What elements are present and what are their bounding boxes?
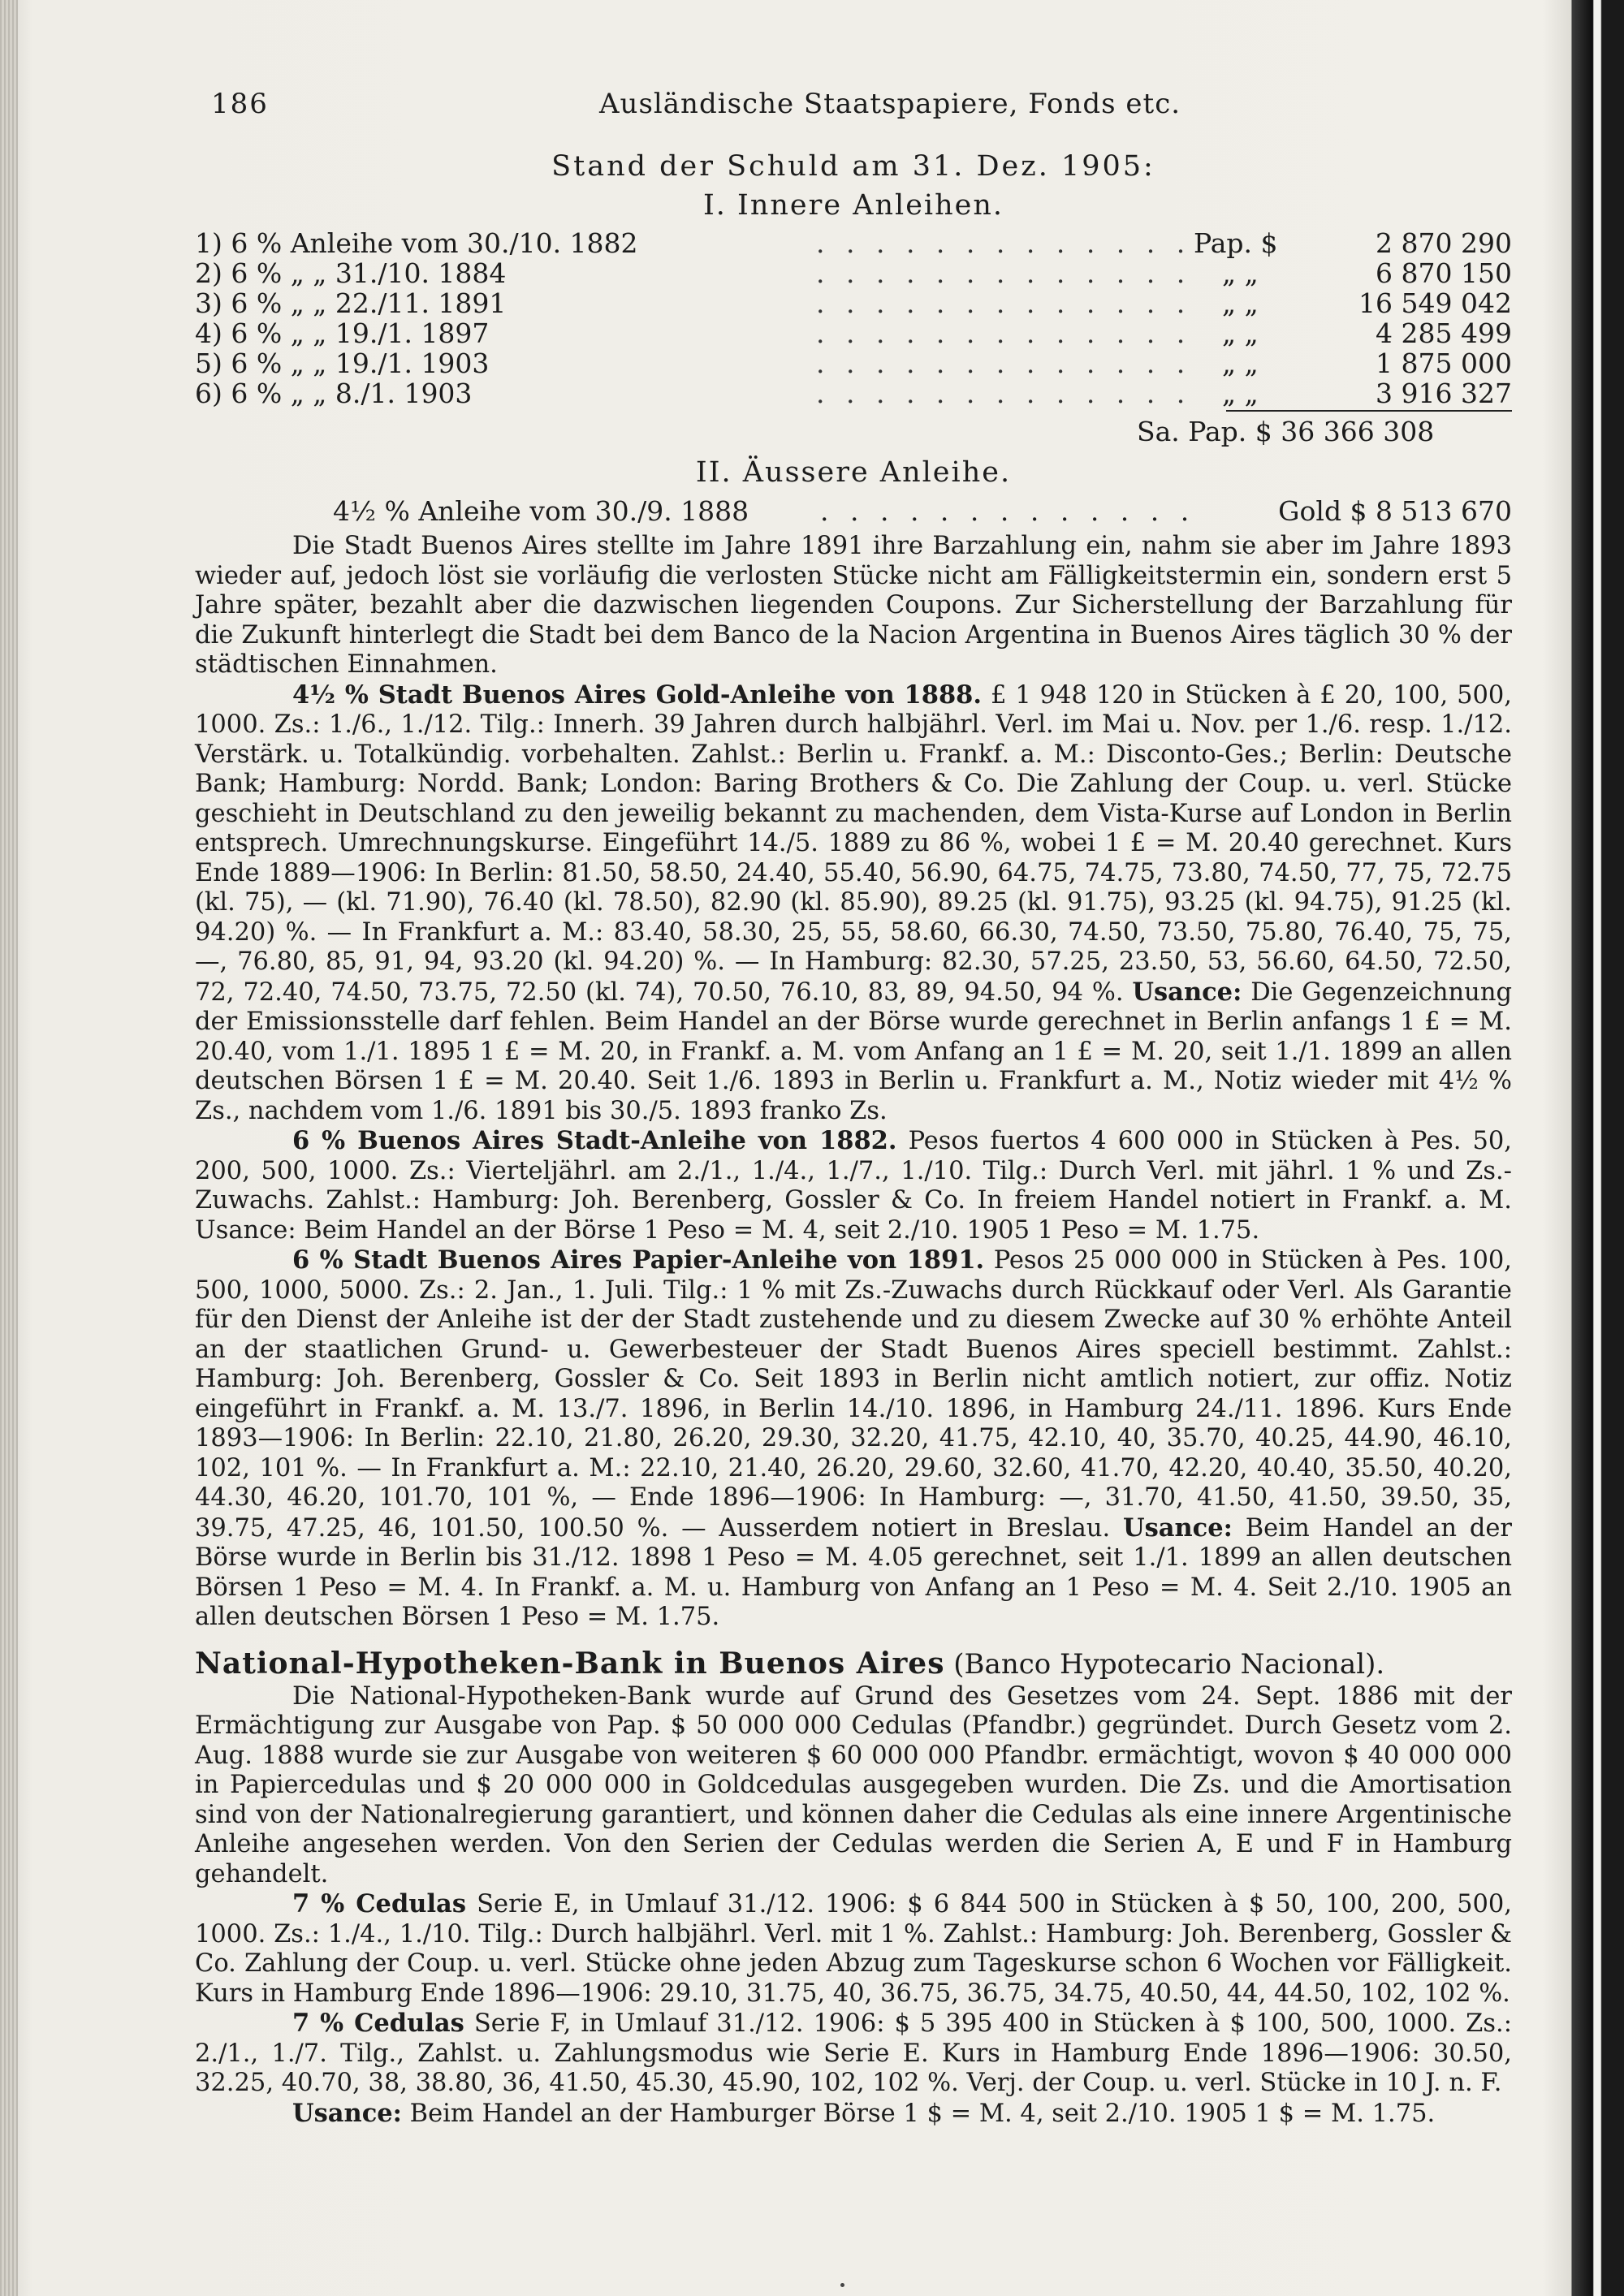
book-spine-edge [1572,0,1624,2296]
debt-row-currency: „ „ [1222,287,1259,319]
debt-row [195,287,1512,318]
loan-1882-heading: 6 % Buenos Aires Stadt-Anleihe von 1882. [292,1126,897,1155]
inner-loans-heading: I. Innere Anleihen. [702,189,1004,222]
serie-e-text: Serie E, in Umlauf 31./12. 1906: $ 6 844 500 in Stücken à $ 50, 100, 200, 500, 1000. Zs.: 1./4., 1./10. Tilg.: Durch halbjährl. Verl. mit 1 %. Zahlst.: Hamburg: Joh. Berenberg, Gossler & Co. Zahlung der Coup. u. verl. Stücke ohne jeden Abzug zum Tageskurse schon 6 Wochen vor Fälligkeit. Kurs in Hamburg Ende 1896—1906: 29.10, 31.75, 40, 36.75, 36.75, 34.75, 40.50, 44, 44.50, 102, 102 %. [195,1890,1512,2008]
serie-e-paragraph [195,1889,1512,2009]
debt-row-label: 6) 6 % „ „ 8./1. 1903 [195,378,473,409]
leader-dots: . . . . . . . . . . . . . [816,317,1192,349]
debt-row [195,347,1512,378]
intro-paragraph: Die Stadt Buenos Aires stellte im Jahre 1891 ihre Barzahlung ein, nahm sie aber im Jahre 1893 wieder auf, jedoch löst sie vorläufig die verlosten Stücke nicht am Fälligkeitstermin ein, sondern erst 5 Jahre später, bezahlt aber die dazwischen liegenden Coupons. Zur Sicherstellung der Barzahlung für die Zukunft hinterlegt die Stadt bei dem Banco de la Nacion Argentina in Buenos Aires täglich 30 % der städtischen Einnahmen. [195,532,1512,679]
debt-row-currency: „ „ [1222,257,1259,289]
serie-f-text: Serie F, in Umlauf 31./12. 1906: $ 5 395 400 in Stücken à $ 100, 500, 1000. Zs.: 2./1., 1./7. Tilg., Zahlst. u. Zahlungsmodus wie Serie E. Kurs in Hamburg Ende 1896—1906: 30.50, 32.25, 40.70, 38, 38.80, 36, 41.50, 45.30, 45.90, 102, 102 %. Verj. der Coup. u. verl. Stücke in 10 J. n. F. [195,2009,1512,2097]
debt-row-label: 1) 6 % Anleihe vom 30./10. 1882 [195,227,638,259]
loan-1891-text: Pesos 25 000 000 in Stücken à Pes. 100, 500, 1000, 5000. Zs.: 2. Jan., 1. Juli. Tilg.: 1 % mit Zs.-Zuwachs durch Rückkauf oder Verl. Als Garantie für den Dienst der Anleihe ist der der Stadt zustehende und zu diesem Zwecke auf 30 % erhöhte Anteil an der staatlichen Grund- u. Gewerbesteuer der Stadt Buenos Aires speciell bestimmt. Zahlst.: Hamburg: Joh. Berenberg, Gossler & Co. Seit 1893 in Berlin nicht amtlich notiert, zur offiz. Notiz eingeführt in Frankf. a. M. 13./7. 1896, in Berlin 14./10. 1896, in Hamburg 24./11. 1896. Kurs Ende 1893—1906: In Berlin: 22.10, 21.80, 26.20, 29.30, 32.20, 41.75, 42.10, 40, 35.70, 40.25, 44.90, 46.10, 102, 101 %. — In Frankfurt a. M.: 22.10, 21.40, 26.20, 29.60, 32.60, 41.70, 42.20, 40.40, 35.50, 40.20, 44.30, 46.20, 101.70, 101 %, — Ende 1896—1906: In Hamburg: —, 31.70, 41.50, 41.50, 39.50, 35, 39.75, 47.25, 46, 101.50, 100.50 %. — Ausserdem notiert in Breslau. [195,1246,1512,1543]
usance-label: Usance: [292,2098,402,2128]
debt-row-currency: Pap. $ [1194,227,1278,259]
loan-1882-text: Pesos fuertos 4 600 000 in Stücken à Pes. 50, 200, 500, 1000. Zs.: Vierteljährl. am 2./1., 1./4., 1./7., 1./10. Tilg.: Durch Verl. mit jährl. 1 % und Zs.-Zuwachs. Zahlst.: Hamburg: Joh. Berenberg, Gossler & Co. In freiem Handel notiert in Frankf. a. M. Usance: Beim Handel an der Börse 1 Peso = M. 4, seit 2./10. 1905 1 Peso = M. 1.75. [195,1127,1512,1245]
bank-paragraph: Die National-Hypotheken-Bank wurde auf Grund des Gesetzes vom 24. Sept. 1886 mit der Ermächtigung zur Ausgabe von Pap. $ 50 000 000 Cedulas (Pfandbr.) gegründet. Durch Gesetz vom 2. Aug. 1888 wurde sie zur Ausgabe von weiteren $ 60 000 000 Pfandbr. ermächtigt, wovon $ 40 000 000 in Papiercedulas und $ 20 000 000 in Goldcedulas ausgegeben wurden. Die Zs. und die Amortisation sind von der Nationalregierung garantiert, und können daher die Cedulas als eine innere Argentinische Anleihe angesehen werden. Von den Serien der Cedulas werden die Serien A, E und F in Hamburg gehandelt. [195,1681,1512,1888]
debt-row-amount: 3 916 327 [1376,378,1512,409]
leader-dots: . . . . . . . . . . . . . [816,378,1192,409]
debt-row [195,257,1512,288]
loan-1888-heading: 4½ % Stadt Buenos Aires Gold-Anleihe von 1888. [292,680,983,710]
usance-label: Usance: [1132,977,1242,1007]
body-text [195,532,1512,2129]
usance-label: Usance: [1122,1513,1233,1543]
loan-1888-usance: Die Gegenzeichnung der Emissionsstelle darf fehlen. Beim Handel an der Börse wurde gerechnet in Berlin anfangs 1 £ = M. 20.40, vom 1./1. 1895 1 £ = M. 20, in Frankf. a. M. vom Anfang an 1 £ = M. 20, seit 1./1. 1899 an allen deutschen Börsen 1 £ = M. 20.40. Seit 1./6. 1893 in Berlin u. Frankfurt a. M., Notiz wieder mit 4½ % Zs., nachdem vom 1./6. 1891 bis 30./5. 1893 franko Zs. [195,978,1512,1125]
page-gutter [0,0,18,2296]
section-spacer [195,1633,1512,1646]
debt-row-amount: 16 549 042 [1358,287,1512,319]
leader-dots: . . . . . . . . . . . . . [820,495,1196,527]
loan-1882-paragraph [195,1126,1512,1245]
outer-loan-value: Gold $ 8 513 670 [1278,495,1512,527]
leader-dots: . . . . . . . . . . . . . [816,347,1192,379]
ink-speck [840,2283,844,2287]
leader-dots: . . . . . . . . . . . . . [816,287,1192,319]
debt-row-currency: „ „ [1222,347,1259,379]
debt-row-label: 3) 6 % „ „ 22./11. 1891 [195,287,507,319]
debt-row-currency: „ „ [1222,378,1259,409]
page-number: 186 [211,88,269,120]
debt-row-amount: 1 875 000 [1376,347,1512,379]
serie-e-heading: 7 % Cedulas [292,1889,466,1918]
bank-usance-paragraph [195,2099,1512,2130]
debt-row-label: 4) 6 % „ „ 19./1. 1897 [195,317,490,349]
loan-1891-usance: Beim Handel an der Börse wurde in Berlin bis 31./12. 1898 1 Peso = M. 4.05 gerechnet, seit 1./1. 1899 an allen deutschen Börsen 1 Peso = M. 4. In Frankf. a. M. u. Hamburg von Anfang an 1 Peso = M. 4. Seit 2./10. 1905 an allen deutschen Börsen 1 Peso = M. 1.75. [195,1513,1512,1631]
debt-row-currency: „ „ [1222,317,1259,349]
debt-row-amount: 2 870 290 [1376,227,1512,259]
serie-f-paragraph [195,2009,1512,2099]
running-header [211,88,1510,136]
debt-row-amount: 4 285 499 [1376,317,1512,349]
loan-1891-paragraph [195,1245,1512,1633]
bank-subheading: (Banco Hypotecario Nacional). [953,1647,1385,1681]
bank-usance-text: Beim Handel an der Hamburger Börse 1 $ = M. 4, seit 2./10. 1905 1 $ = M. 1.75. [409,2099,1436,2128]
outer-loan-label: 4½ % Anleihe vom 30./9. 1888 [333,495,749,527]
debt-status-title: Stand der Schuld am 31. Dez. 1905: [551,150,1155,183]
sum-rule [1226,410,1512,412]
debt-row-label: 5) 6 % „ „ 19./1. 1903 [195,347,490,379]
leader-dots: . . . . . . . . . . . . . [816,257,1192,289]
debt-row [195,317,1512,348]
debt-row-amount: 6 870 150 [1376,257,1512,289]
debt-row-label: 2) 6 % „ „ 31./10. 1884 [195,257,507,289]
loan-1888-text: £ 1 948 120 in Stücken à £ 20, 100, 500, 1000. Zs.: 1./6., 1./12. Tilg.: Innerh. 39 Jahren durch halbjährl. Verl. im Mai u. Nov. per 1./6. resp. 1./12. Verstärk. u. Totalkündig. vorbehalten. Zahlst.: Berlin u. Frankf. a. M.: Disconto-Ges.; Berlin: Deutsche Bank; Hamburg: Nordd. Bank; London: Baring Brothers & Co. Die Zahlung der Coup. u. verl. Stücke geschieht in Deutschland zu den jeweilig bekannt zu machenden, dem Vista-Kurse auf London in Berlin entsprech. Umrechnungskurse. Eingeführt 14./5. 1889 zu 86 %, wobei 1 £ = M. 20.40 gerechnet. Kurs Ende 1889—1906: In Berlin: 81.50, 58.50, 24.40, 55.40, 56.90, 64.75, 74.75, 73.80, 74.50, 77, 75, 72.75 (kl. 75), — (kl. 71.90), 76.40 (kl. 78.50), 82.90 (kl. 85.90), 89.25 (kl. 91.75), 93.25 (kl. 94.75), 91.25 (kl. 94.20) %. — In Frankfurt a. M.: 83.40, 58.30, 25, 55, 58.60, 66.30, 74.50, 73.50, 75.80, 76.40, 75, 75, —, 76.80, 85, 91, 94, 93.20 (kl. 94.20) %. — In Hamburg: 82.30, 57.25, 23.50, 53, 56.60, 64.50, 72.50, 72, 72.40, 74.50, 73.75, 72.50 (kl. 74), 70.50, 76.10, 83, 89, 94.50, 94 %. [195,680,1512,1007]
debt-row [195,227,1512,258]
loan-1888-paragraph [195,680,1512,1127]
bank-heading: National-Hypotheken-Bank in Buenos Aires [195,1646,945,1681]
bank-section-title [195,1646,1512,1682]
outer-loan-heading: II. Äussere Anleihe. [695,456,1012,489]
loan-1891-heading: 6 % Stadt Buenos Aires Papier-Anleihe von 1891. [292,1245,985,1275]
running-title: Ausländische Staatspapiere, Fonds etc. [599,88,1181,120]
debt-row [195,378,1512,408]
serie-f-heading: 7 % Cedulas [292,2009,464,2038]
inner-loans-sum: Sa. Pap. $ 36 366 308 [1137,416,1435,447]
leader-dots: . . . . . . . . . . . . . [816,227,1192,259]
